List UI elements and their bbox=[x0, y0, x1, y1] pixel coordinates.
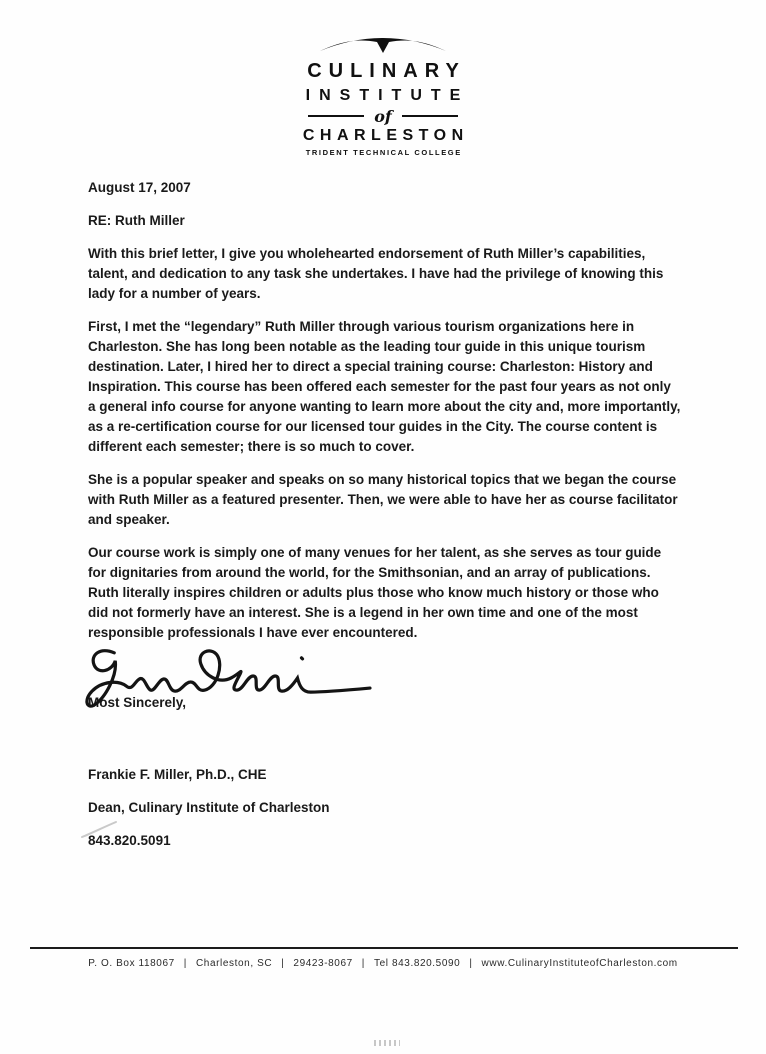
logo-culinary-text: CULINARY bbox=[307, 60, 466, 82]
footer-phone: Tel 843.820.5090 bbox=[374, 958, 461, 969]
footer-separator: | bbox=[469, 958, 473, 969]
signer-title: Dean, Culinary Institute of Charleston bbox=[88, 800, 330, 815]
logo-swoosh-icon bbox=[0, 33, 766, 57]
footer-separator: | bbox=[281, 958, 285, 969]
logo-subtitle-text: TRIDENT TECHNICAL COLLEGE bbox=[305, 148, 462, 157]
letter-date: August 17, 2007 bbox=[88, 180, 191, 195]
letter-closing: Most Sincerely, bbox=[88, 695, 187, 710]
letter-paragraph-4: Our course work is simply one of many venues for her talent, as she serves as tour guide for dignitaries from around the world, for the Smithsonian, and an array of publications. Ruth literally inspires children or adults plus those who know much history or those who did not formerly have an interest. She is a legend in her own time and one of the most responsible professionals I have ever encountered. bbox=[88, 545, 662, 640]
logo-of-text: of bbox=[374, 106, 392, 126]
letter-paragraph-1: With this brief letter, I give you wholehearted endorsement of Ruth Miller’s capabilities, talent, and dedication to any task she undertakes. I have had the privilege of knowing this lady for a number of years. bbox=[88, 246, 664, 301]
letter-re-line: RE: Ruth Miller bbox=[88, 213, 185, 228]
footer-po-box: P. O. Box 118067 bbox=[88, 958, 175, 969]
logo-charleston-text: CHARLESTON bbox=[302, 127, 469, 144]
footer-rule bbox=[30, 947, 738, 949]
letter-body bbox=[88, 178, 682, 864]
letter-paragraph-3: She is a popular speaker and speaks on so many historical topics that we began the course with Ruth Miller as a featured presenter. Then, we were able to have her as course facilitator and speaker. bbox=[88, 472, 678, 527]
footer-zip: 29423-8067 bbox=[293, 958, 353, 969]
signer-phone: 843.820.5091 bbox=[88, 833, 171, 848]
logo-of-row bbox=[0, 107, 766, 125]
footer-separator: | bbox=[361, 958, 365, 969]
footer-contact-line bbox=[0, 958, 766, 969]
logo-left-rule bbox=[308, 115, 364, 117]
footer-website: www.CulinaryInstituteofCharleston.com bbox=[481, 958, 678, 969]
footer-separator: | bbox=[183, 958, 187, 969]
signer-name: Frankie F. Miller, Ph.D., CHE bbox=[88, 767, 267, 782]
scan-smudge bbox=[374, 1040, 400, 1046]
footer-city-state: Charleston, SC bbox=[195, 958, 273, 969]
letterhead bbox=[0, 0, 766, 157]
letter-paragraph-2: First, I met the “legendary” Ruth Miller through various tourism organizations here in Charleston. She has long been notable as the leading tour guide in this unique tourism destination. Later, I hired her to direct a special training course: Charleston: History and Inspiration. This course has been offered each semester for the past four years as not only a general info course for anyone wanting to learn more about the city and, more importantly, as a re-certification course for our licensed tour guides in the City. The course content is different each semester; there is so much to cover. bbox=[88, 319, 681, 454]
logo-right-rule bbox=[402, 115, 458, 117]
logo-institute-text: INSTITUTE bbox=[305, 87, 470, 104]
pencil-scan-mark bbox=[80, 820, 118, 840]
